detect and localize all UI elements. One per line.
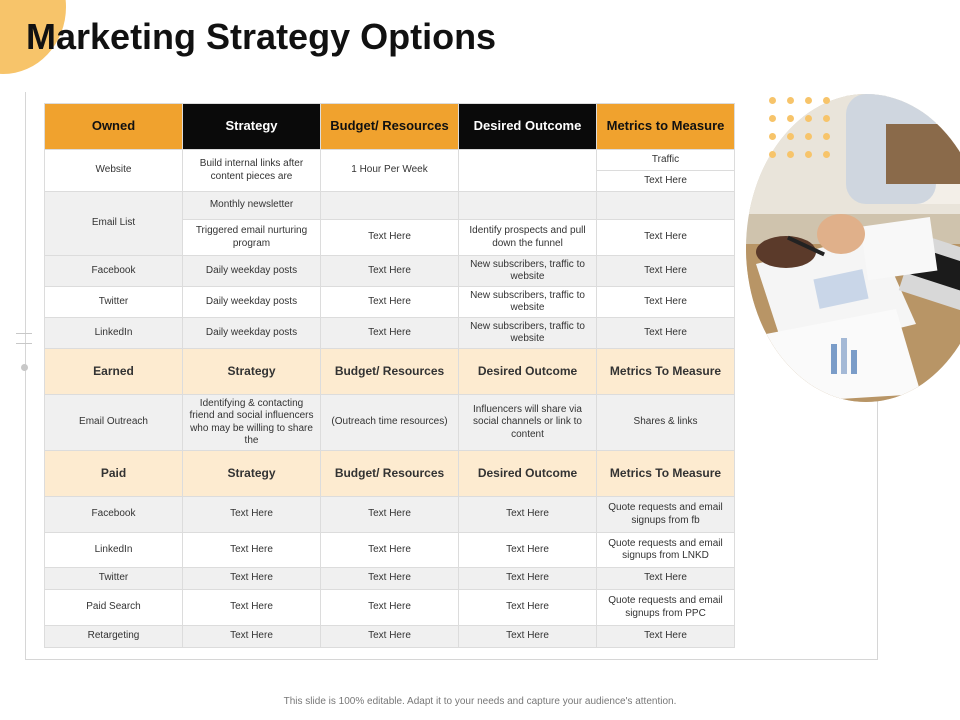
row-label-email-outreach: Email Outreach (45, 395, 183, 451)
cell-outcome: Text Here (459, 626, 597, 648)
row-label-paid-facebook: Facebook (45, 497, 183, 533)
section-header-metrics: Metrics To Measure (597, 451, 735, 497)
header-strategy: Strategy (183, 104, 321, 150)
cell-budget: Text Here (321, 590, 459, 626)
section-header-metrics: Metrics To Measure (597, 349, 735, 395)
table-row (45, 395, 735, 451)
table-row (45, 150, 735, 171)
cell-budget: Text Here (321, 533, 459, 568)
frame-tick (16, 333, 32, 334)
cell-strategy: Text Here (183, 533, 321, 568)
cell-outcome (459, 192, 597, 220)
table-row (45, 533, 735, 568)
table-row (45, 256, 735, 287)
row-label-retargeting: Retargeting (45, 626, 183, 648)
marketing-strategy-table (44, 103, 735, 648)
cell-outcome: Text Here (459, 590, 597, 626)
table-row (45, 192, 735, 220)
cell-outcome: Text Here (459, 497, 597, 533)
section-header-outcome: Desired Outcome (459, 349, 597, 395)
cell-metrics: Text Here (597, 171, 735, 192)
frame-right-edge (877, 400, 878, 660)
row-label-paid-twitter: Twitter (45, 568, 183, 590)
cell-metrics: Text Here (597, 256, 735, 287)
earned-section-header (45, 349, 735, 395)
cell-strategy: Daily weekday posts (183, 287, 321, 318)
header-outcome: Desired Outcome (459, 104, 597, 150)
cell-budget: Text Here (321, 220, 459, 256)
page-title: Marketing Strategy Options (26, 16, 497, 57)
row-label-paid-linkedin: LinkedIn (45, 533, 183, 568)
cell-strategy: Triggered email nurturing program (183, 220, 321, 256)
table-row (45, 318, 735, 349)
cell-metrics: Text Here (597, 568, 735, 590)
cell-strategy: Text Here (183, 590, 321, 626)
cell-budget: Text Here (321, 256, 459, 287)
cell-strategy: Text Here (183, 568, 321, 590)
cell-budget: 1 Hour Per Week (321, 150, 459, 192)
cell-strategy: Daily weekday posts (183, 256, 321, 287)
section-label-paid: Paid (45, 451, 183, 497)
table-row (45, 568, 735, 590)
cell-metrics: Traffic (597, 150, 735, 171)
row-label-website: Website (45, 150, 183, 192)
cell-strategy: Monthly newsletter (183, 192, 321, 220)
section-header-outcome: Desired Outcome (459, 451, 597, 497)
row-label-paid-search: Paid Search (45, 590, 183, 626)
cell-budget: Text Here (321, 568, 459, 590)
footer-note: This slide is 100% editable. Adapt it to your needs and capture your audience's attention. (283, 696, 677, 707)
section-header-strategy: Strategy (183, 451, 321, 497)
cell-budget: Text Here (321, 626, 459, 648)
dot-pattern (769, 97, 835, 163)
cell-metrics: Quote requests and email signups from fb (597, 497, 735, 533)
cell-strategy: Daily weekday posts (183, 318, 321, 349)
cell-strategy: Text Here (183, 497, 321, 533)
cell-budget: (Outreach time resources) (321, 395, 459, 451)
cell-metrics: Text Here (597, 318, 735, 349)
cell-budget: Text Here (321, 287, 459, 318)
section-label-earned: Earned (45, 349, 183, 395)
cell-outcome: New subscribers, traffic to website (459, 256, 597, 287)
cell-metrics: Quote requests and email signups from PPC (597, 590, 735, 626)
cell-strategy: Identifying & contacting friend and social influencers who may be willing to share the (183, 395, 321, 451)
table-row (45, 626, 735, 648)
row-label-twitter: Twitter (45, 287, 183, 318)
table-row (45, 497, 735, 533)
cell-outcome: New subscribers, traffic to website (459, 318, 597, 349)
cell-outcome: Influencers will share via social channels or link to content (459, 395, 597, 451)
header-metrics: Metrics to Measure (597, 104, 735, 150)
row-label-facebook: Facebook (45, 256, 183, 287)
cell-strategy: Text Here (183, 626, 321, 648)
header-budget: Budget/ Resources (321, 104, 459, 150)
cell-metrics: Shares & links (597, 395, 735, 451)
table-header-row (45, 104, 735, 150)
cell-metrics (597, 192, 735, 220)
cell-outcome: Identify prospects and pull down the funnel (459, 220, 597, 256)
frame-tick (16, 343, 32, 344)
frame-dot (21, 364, 28, 371)
table-row (45, 590, 735, 626)
table-row (45, 287, 735, 318)
cell-outcome: New subscribers, traffic to website (459, 287, 597, 318)
cell-metrics: Text Here (597, 287, 735, 318)
cell-outcome (459, 150, 597, 192)
section-header-strategy: Strategy (183, 349, 321, 395)
paid-section-header (45, 451, 735, 497)
cell-budget: Text Here (321, 318, 459, 349)
cell-outcome: Text Here (459, 568, 597, 590)
cell-budget: Text Here (321, 497, 459, 533)
row-label-email-list: Email List (45, 192, 183, 256)
section-header-budget: Budget/ Resources (321, 349, 459, 395)
cell-strategy: Build internal links after content pieces are (183, 150, 321, 192)
cell-metrics: Text Here (597, 220, 735, 256)
cell-metrics: Quote requests and email signups from LNKD (597, 533, 735, 568)
section-header-budget: Budget/ Resources (321, 451, 459, 497)
row-label-linkedin: LinkedIn (45, 318, 183, 349)
cell-budget (321, 192, 459, 220)
cell-outcome: Text Here (459, 533, 597, 568)
header-owned: Owned (45, 104, 183, 150)
cell-metrics: Text Here (597, 626, 735, 648)
